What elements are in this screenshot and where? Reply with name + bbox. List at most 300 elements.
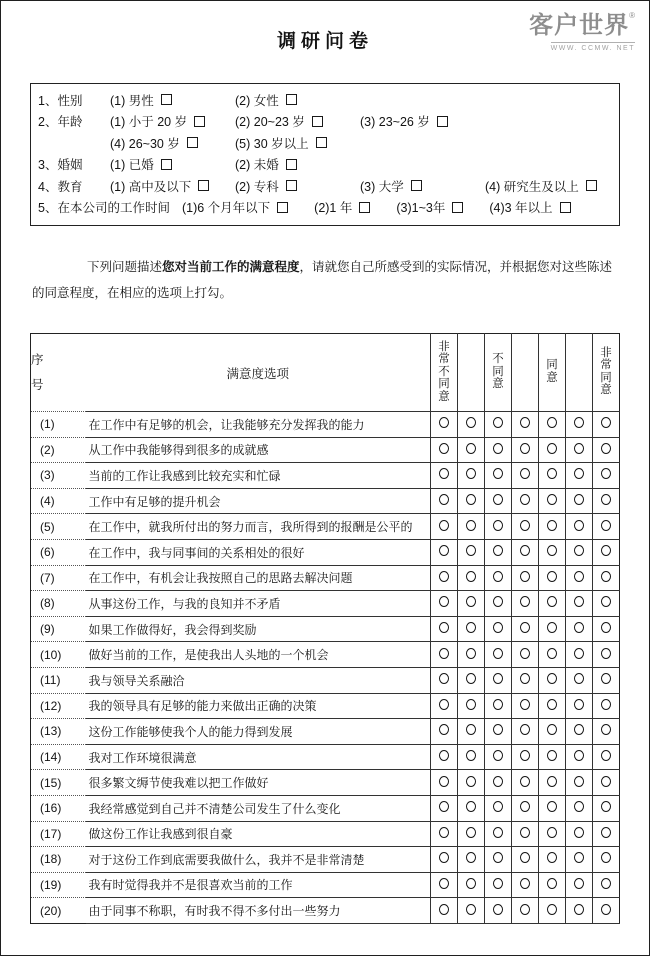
rating-cell (431, 539, 458, 565)
option-circle[interactable] (574, 443, 584, 454)
option-circle[interactable] (547, 776, 557, 787)
rating-cell (593, 488, 620, 514)
option-circle[interactable] (493, 827, 503, 838)
rating-cell (539, 616, 566, 642)
rating-cell (431, 719, 458, 745)
option-circle[interactable] (493, 494, 503, 505)
option-circle[interactable] (439, 673, 449, 684)
rating-cell (539, 539, 566, 565)
option-circle[interactable] (466, 724, 476, 735)
checkbox[interactable] (161, 159, 172, 170)
option-circle[interactable] (574, 878, 584, 889)
rating-cell (539, 488, 566, 514)
option-circle[interactable] (439, 801, 449, 812)
table-row (31, 539, 620, 565)
rating-cell (566, 463, 593, 489)
column-header-number (31, 334, 86, 412)
demographic-question-label: 2、年龄 (38, 115, 83, 130)
rating-cell (458, 463, 485, 489)
row-statement: 工作中有足够的提升机会 (86, 488, 431, 514)
option-circle[interactable] (601, 699, 611, 710)
option-circle[interactable] (601, 596, 611, 607)
row-number: (8) (31, 591, 86, 617)
demographic-option (110, 112, 235, 130)
option-circle[interactable] (520, 801, 530, 812)
option-circle[interactable] (601, 545, 611, 556)
rating-cell (458, 565, 485, 591)
option-circle[interactable] (439, 852, 449, 863)
rating-cell (458, 770, 485, 796)
option-circle[interactable] (574, 494, 584, 505)
option-circle[interactable] (547, 852, 557, 863)
option-circle[interactable] (574, 776, 584, 787)
rating-cell (431, 667, 458, 693)
option-label: (2) 女性 (235, 93, 279, 108)
row-statement: 如果工作做得好，我会得到奖励 (86, 616, 431, 642)
option-circle[interactable] (439, 545, 449, 556)
checkbox[interactable] (286, 94, 297, 105)
option-circle[interactable] (574, 699, 584, 710)
rating-cell (593, 616, 620, 642)
option-circle[interactable] (466, 596, 476, 607)
demographic-row (38, 197, 612, 219)
option-circle[interactable] (439, 443, 449, 454)
option-circle[interactable] (520, 596, 530, 607)
option-circle[interactable] (601, 648, 611, 659)
rating-cell (566, 412, 593, 438)
option-label: (1) 小于 20 岁 (110, 115, 188, 130)
ccmw-logo (529, 11, 635, 54)
option-circle[interactable] (547, 443, 557, 454)
checkbox[interactable] (586, 180, 597, 191)
option-circle[interactable] (547, 699, 557, 710)
row-statement: 对于这份工作到底需要我做什么，我并不是非常清楚 (86, 847, 431, 873)
demographic-question-label: 3、婚姻 (38, 158, 83, 173)
rating-cell (566, 642, 593, 668)
registered-trademark-icon: ® (629, 11, 635, 20)
row-number: (9) (31, 616, 86, 642)
option-circle[interactable] (601, 443, 611, 454)
checkbox[interactable] (312, 116, 323, 127)
option-circle[interactable] (574, 468, 584, 479)
table-row (31, 872, 620, 898)
row-number: (13) (31, 719, 86, 745)
rating-cell (485, 488, 512, 514)
option-circle[interactable] (574, 750, 584, 761)
option-circle[interactable] (574, 827, 584, 838)
table-row (31, 770, 620, 796)
option-circle[interactable] (466, 571, 476, 582)
option-circle[interactable] (574, 648, 584, 659)
row-number: (18) (31, 847, 86, 873)
rating-cell (485, 847, 512, 873)
option-circle[interactable] (547, 468, 557, 479)
option-circle[interactable] (466, 878, 476, 889)
option-circle[interactable] (547, 520, 557, 531)
row-statement: 从工作中我能够得到很多的成就感 (86, 437, 431, 463)
rating-cell (593, 591, 620, 617)
checkbox[interactable] (286, 180, 297, 191)
checkbox[interactable] (359, 202, 370, 213)
row-number: (6) (31, 539, 86, 565)
table-row (31, 795, 620, 821)
table-row (31, 437, 620, 463)
table-row (31, 412, 620, 438)
option-circle[interactable] (493, 520, 503, 531)
option-label: (3) 23~26 岁 (360, 115, 430, 130)
option-circle[interactable] (466, 443, 476, 454)
rating-cell (539, 693, 566, 719)
option-circle[interactable] (547, 596, 557, 607)
rating-cell (485, 565, 512, 591)
rating-cell (512, 770, 539, 796)
rating-cell (485, 898, 512, 924)
option-circle[interactable] (547, 904, 557, 915)
table-row (31, 565, 620, 591)
row-number: (7) (31, 565, 86, 591)
rating-cell (431, 642, 458, 668)
option-circle[interactable] (574, 852, 584, 863)
table-row (31, 744, 620, 770)
option-circle[interactable] (466, 827, 476, 838)
option-circle[interactable] (601, 801, 611, 812)
checkbox[interactable] (187, 137, 198, 148)
option-circle[interactable] (466, 852, 476, 863)
row-number: (3) (31, 463, 86, 489)
vertical-label (546, 359, 558, 384)
checkbox[interactable] (437, 116, 448, 127)
rating-cell (539, 847, 566, 873)
option-circle[interactable] (574, 724, 584, 735)
option-label: (4) 26~30 岁 (110, 136, 180, 151)
demographic-row (38, 111, 612, 133)
rating-cell (458, 847, 485, 873)
rating-cell (458, 872, 485, 898)
rating-cell (512, 719, 539, 745)
option-circle[interactable] (493, 724, 503, 735)
vertical-label-char: 意 (600, 384, 612, 397)
option-circle[interactable] (547, 417, 557, 428)
rating-cell (458, 642, 485, 668)
option-circle[interactable] (493, 443, 503, 454)
option-circle[interactable] (439, 520, 449, 531)
option-circle[interactable] (547, 622, 557, 633)
option-circle[interactable] (439, 494, 449, 505)
rating-cell (431, 488, 458, 514)
rating-cell (458, 437, 485, 463)
rating-cell (485, 795, 512, 821)
rating-cell (458, 719, 485, 745)
option-circle[interactable] (466, 699, 476, 710)
option-circle[interactable] (574, 571, 584, 582)
option-circle[interactable] (520, 724, 530, 735)
option-circle[interactable] (493, 622, 503, 633)
option-circle[interactable] (520, 545, 530, 556)
option-circle[interactable] (520, 827, 530, 838)
option-label: (4) 研究生及以上 (485, 179, 579, 194)
option-circle[interactable] (574, 520, 584, 531)
option-circle[interactable] (439, 878, 449, 889)
option-circle[interactable] (493, 878, 503, 889)
table-header-row (31, 334, 620, 412)
rating-cell (485, 539, 512, 565)
row-statement: 做好当前的工作，是使我出人头地的一个机会 (86, 642, 431, 668)
row-number: (20) (31, 898, 86, 924)
rating-cell (458, 795, 485, 821)
option-circle[interactable] (466, 520, 476, 531)
option-circle[interactable] (466, 750, 476, 761)
option-circle[interactable] (601, 571, 611, 582)
option-label: (4)3 年以上 (489, 201, 553, 216)
option-circle[interactable] (547, 648, 557, 659)
option-label: (3)1~3年 (396, 201, 446, 216)
option-circle[interactable] (439, 827, 449, 838)
option-circle[interactable] (520, 776, 530, 787)
rating-cell (512, 591, 539, 617)
option-circle[interactable] (574, 673, 584, 684)
option-circle[interactable] (466, 648, 476, 659)
rating-cell (539, 591, 566, 617)
rating-cell (431, 898, 458, 924)
row-statement: 我与领导关系融洽 (86, 667, 431, 693)
option-circle[interactable] (547, 545, 557, 556)
rating-column-header (539, 334, 566, 412)
option-circle[interactable] (439, 596, 449, 607)
option-circle[interactable] (439, 699, 449, 710)
option-circle[interactable] (574, 596, 584, 607)
option-circle[interactable] (466, 776, 476, 787)
rating-cell (458, 898, 485, 924)
rating-cell (539, 872, 566, 898)
option-circle[interactable] (493, 468, 503, 479)
demographic-option (235, 134, 360, 152)
option-circle[interactable] (493, 545, 503, 556)
rating-cell (431, 872, 458, 898)
option-circle[interactable] (520, 750, 530, 761)
checkbox[interactable] (560, 202, 571, 213)
option-circle[interactable] (520, 673, 530, 684)
rating-cell (512, 693, 539, 719)
rating-cell (431, 463, 458, 489)
option-circle[interactable] (601, 750, 611, 761)
rating-cell (458, 539, 485, 565)
option-circle[interactable] (466, 673, 476, 684)
table-row (31, 719, 620, 745)
demographic-option (489, 198, 570, 216)
option-circle[interactable] (574, 545, 584, 556)
option-circle[interactable] (520, 878, 530, 889)
rating-column-header (431, 334, 458, 412)
row-statement: 在工作中，就我所付出的努力而言，我所得到的报酬是公平的 (86, 514, 431, 540)
option-label: (2) 未婚 (235, 158, 279, 173)
rating-cell (539, 463, 566, 489)
rating-cell (458, 412, 485, 438)
option-circle[interactable] (520, 417, 530, 428)
option-circle[interactable] (493, 571, 503, 582)
vertical-label (600, 347, 612, 397)
option-circle[interactable] (493, 596, 503, 607)
option-circle[interactable] (547, 724, 557, 735)
option-circle[interactable] (520, 520, 530, 531)
option-circle[interactable] (439, 776, 449, 787)
option-circle[interactable] (547, 494, 557, 505)
option-circle[interactable] (466, 904, 476, 915)
rating-cell (539, 565, 566, 591)
option-circle[interactable] (466, 622, 476, 633)
checkbox[interactable] (316, 137, 327, 148)
option-circle[interactable] (601, 776, 611, 787)
checkbox[interactable] (411, 180, 422, 191)
rating-cell (431, 412, 458, 438)
option-circle[interactable] (574, 417, 584, 428)
option-circle[interactable] (601, 724, 611, 735)
rating-cell (539, 514, 566, 540)
rating-cell (458, 514, 485, 540)
option-circle[interactable] (574, 904, 584, 915)
option-circle[interactable] (520, 648, 530, 659)
option-circle[interactable] (547, 750, 557, 761)
option-circle[interactable] (439, 648, 449, 659)
option-circle[interactable] (520, 904, 530, 915)
option-circle[interactable] (493, 904, 503, 915)
option-circle[interactable] (601, 878, 611, 889)
option-circle[interactable] (547, 878, 557, 889)
option-circle[interactable] (601, 520, 611, 531)
option-circle[interactable] (601, 468, 611, 479)
rating-cell (485, 642, 512, 668)
option-circle[interactable] (439, 622, 449, 633)
rating-cell (593, 693, 620, 719)
option-circle[interactable] (601, 673, 611, 684)
checkbox[interactable] (286, 159, 297, 170)
rating-cell (458, 667, 485, 693)
rating-cell (593, 539, 620, 565)
rating-cell (485, 616, 512, 642)
option-circle[interactable] (520, 494, 530, 505)
rating-cell (485, 719, 512, 745)
option-circle[interactable] (439, 904, 449, 915)
option-circle[interactable] (493, 801, 503, 812)
rating-cell (539, 642, 566, 668)
rating-cell (431, 795, 458, 821)
row-statement: 这份工作能够使我个人的能力得到发展 (86, 719, 431, 745)
checkbox[interactable] (194, 116, 205, 127)
checkbox[interactable] (277, 202, 288, 213)
option-circle[interactable] (439, 571, 449, 582)
checkbox[interactable] (452, 202, 463, 213)
option-circle[interactable] (520, 468, 530, 479)
row-statement: 很多繁文缛节使我难以把工作做好 (86, 770, 431, 796)
demographic-option (235, 91, 360, 109)
option-circle[interactable] (520, 571, 530, 582)
rating-cell (458, 488, 485, 514)
rating-cell (539, 770, 566, 796)
row-statement: 我对工作环境很满意 (86, 744, 431, 770)
option-circle[interactable] (493, 852, 503, 863)
option-circle[interactable] (601, 417, 611, 428)
option-circle[interactable] (520, 699, 530, 710)
rating-cell (485, 770, 512, 796)
option-circle[interactable] (466, 417, 476, 428)
option-circle[interactable] (493, 699, 503, 710)
option-circle[interactable] (547, 827, 557, 838)
vertical-label-char: 非 (438, 340, 450, 353)
row-number: (11) (31, 667, 86, 693)
option-circle[interactable] (520, 622, 530, 633)
table-row (31, 821, 620, 847)
rating-cell (512, 412, 539, 438)
rating-cell (512, 898, 539, 924)
option-circle[interactable] (466, 545, 476, 556)
option-circle[interactable] (601, 852, 611, 863)
option-circle[interactable] (547, 571, 557, 582)
option-circle[interactable] (439, 750, 449, 761)
table-row (31, 898, 620, 924)
option-circle[interactable] (466, 494, 476, 505)
option-circle[interactable] (601, 622, 611, 633)
rating-cell (431, 847, 458, 873)
vertical-label-char: 意 (546, 371, 558, 384)
vertical-label-char: 常 (600, 359, 612, 372)
option-circle[interactable] (520, 852, 530, 863)
rating-cell (539, 795, 566, 821)
table-row (31, 847, 620, 873)
option-label: (2)1 年 (314, 201, 353, 216)
option-circle[interactable] (574, 801, 584, 812)
option-circle[interactable] (493, 776, 503, 787)
rating-cell (485, 693, 512, 719)
option-circle[interactable] (601, 827, 611, 838)
option-circle[interactable] (574, 622, 584, 633)
option-circle[interactable] (439, 468, 449, 479)
rating-cell (593, 770, 620, 796)
option-circle[interactable] (601, 494, 611, 505)
instruction-paragraph (32, 254, 618, 306)
option-circle[interactable] (466, 801, 476, 812)
rating-cell (512, 539, 539, 565)
demographic-question-label: 5、在本公司的工作时间 (38, 201, 170, 216)
option-circle[interactable] (493, 750, 503, 761)
checkbox[interactable] (161, 94, 172, 105)
row-statement: 我有时觉得我并不是很喜欢当前的工作 (86, 872, 431, 898)
rating-cell (539, 719, 566, 745)
checkbox[interactable] (198, 180, 209, 191)
vertical-label-char: 不 (492, 353, 504, 365)
option-circle[interactable] (601, 904, 611, 915)
rating-cell (593, 744, 620, 770)
rating-cell (512, 744, 539, 770)
table-row (31, 667, 620, 693)
row-number: (4) (31, 488, 86, 514)
rating-cell (539, 437, 566, 463)
option-circle[interactable] (439, 724, 449, 735)
option-circle[interactable] (493, 417, 503, 428)
table-row (31, 591, 620, 617)
option-circle[interactable] (547, 801, 557, 812)
option-circle[interactable] (493, 673, 503, 684)
rating-cell (566, 437, 593, 463)
option-circle[interactable] (547, 673, 557, 684)
option-circle[interactable] (520, 443, 530, 454)
rating-cell (539, 412, 566, 438)
rating-cell (593, 437, 620, 463)
option-circle[interactable] (493, 648, 503, 659)
rating-cell (566, 898, 593, 924)
option-circle[interactable] (439, 417, 449, 428)
option-circle[interactable] (466, 468, 476, 479)
rating-cell (593, 565, 620, 591)
row-number: (14) (31, 744, 86, 770)
